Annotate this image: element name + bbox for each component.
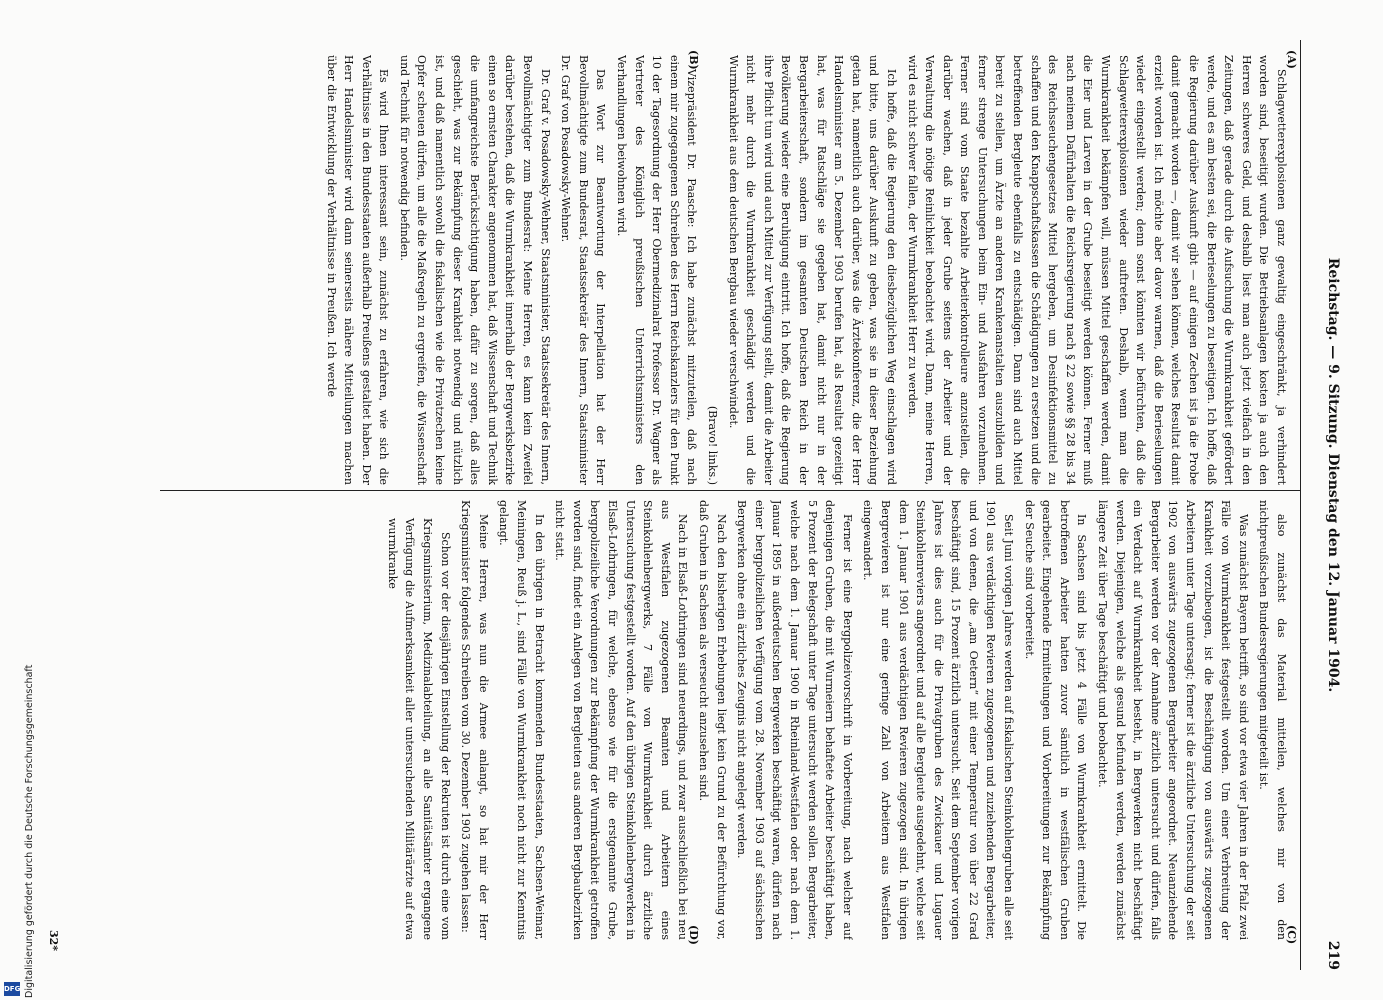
paragraph: Dr. Graf v. Posadowsky-Wehner, Staatsminister, Staatssekretär des Innern, Bevollmächtigter zum Bundesrat: Meine Herren, es kann kein Zweifel darüber bestehen, daß die Wurmkrankheit innerhalb der Bergwerksbezirke einen so ernsten Charakter angenommen hat, daß Wissenschaft und Technik die umfangreichste Berücksichtigung haben, dafür zu sorgen, daß alles geschieht, was zur Bekämpfung dieser Krankheit notwendig und nützlich ist, und daß namentlich sowohl die fiskalischen wie die Privatzechen keine Opfer scheuen dürfen, um alle die Maßregeln zu ergreifen, die Wissenschaft und Technik für notwendig befinden.	[397, 55, 552, 485]
paragraph: Ich hoffe, daß die Regierung den diesbezüglichen Weg einschlagen wird und bitte, uns darüber Auskunft zu geben, was sie in dieser Beziehung getan hat, namentlich auch darüber, was die Ärztekonferenz, die der Herr Handelsminister am 5. Dezember 1903 berufen hat, als Resultat gezeitigt hat, was für Ratschläge sie gegeben hat, damit nicht nur in der Bergarbeiterschaft, sondern im gesamten Deutschen Reich in der Bevölkerung wieder eine Beruhigung eintritt. Ich hoffe, daß die Regierung ihre Pflicht tun wird und auch Mittel zur Verfügung stellt, damit die Arbeiter nicht mehr durch die Wurmkrankheit geschädigt werden und die Wurmkrankheit aus dem deutschen Bergbau wieder verschwindet.	[726, 55, 898, 485]
paragraph: also zunächst das Material mitteilen, welches mir von den nichtpreußischen Bundesregierungen mitgeteilt ist.	[1257, 500, 1288, 940]
signature-mark: 32*	[47, 930, 60, 952]
paragraph: Es wird Ihnen interessant sein, zunächst zu erfahren, wie sich die Verhältnisse in den Bundesstaaten außerhalb Preußens gestaltet haben. Der Herr Handelsminister wird dann seinerseits nähere Mitteilungen machen über die Entwicklung der Verhältnisse in Preußen. Ich werde	[324, 55, 391, 485]
page-number: 219	[1325, 940, 1341, 970]
marker-b: (B)	[687, 50, 700, 70]
marker-c: (C)	[1285, 925, 1298, 945]
paragraph: Das Wort zur Beantwortung der Interpellation hat der Herr Bevollmächtigte zum Bundesrat, Staatssekretär des Innern, Staatsminister Dr. Graf von Posadowsky-Wehner.	[559, 55, 608, 485]
paragraph: Nach den bisherigen Erhebungen liegt kein Grund zu der Befürchtung vor, daß Gruben in Sachsen als verseucht anzusehen sind.	[697, 500, 728, 940]
column-divider	[160, 490, 1300, 491]
paragraph: Nach in Elsaß-Lothringen sind neuerdings, und zwar ausschließlich bei neu aus Westfalen zugezogenen Beamten und Arbeitern eines Steinkohlenbergwerks, 7 Fälle von Wurmkrankheit durch ärztliche Untersuchung festgestellt worden. Auf den übrigen Steinkohlenbergwerken in Elsaß-Lothringen, für welche, ebenso wie für die erstgenannte Grube, bergpolizeiliche Verordnungen zur Bekämpfung der Wurmkrankheit getroffen worden sind, findet ein Anlegen von Bergleuten aus anderen Bergbaubezirken nicht statt.	[553, 500, 690, 940]
paragraph: In Sachsen sind bis jetzt 4 Fälle von Wurmkrankheit ermittelt. Die betroffenen Arbeiter hatten zuvor sämtlich in westfälischen Gruben gearbeitet. Eingehende Ermittelungen und Vorbereitungen zur Bekämpfung der Seuche sind vorbereitet.	[1022, 500, 1089, 940]
paragraph: Schlagwetterexplosionen ganz gewaltig eingeschränkt, ja verhindert worden sind, beseitigt wurden. Die Betriebsanlagen kosten ja auch den Herren schweres Geld, und deshalb liest man auch jetzt vielfach in den Zeitungen, daß gerade durch die Aufsuchung die Wurmkrankheit gefördert werde, und es am besten sei, die Berieselungen zu beseitigen. Ich hoffe, daß die Regierung darüber Auskunft gibt — auf einigen Zechen ist ja die Probe damit gemacht worden —, damit wir sehen können, welches Resultat damit erzielt worden ist. Ich möchte aber davor warnen, daß die Berieselungen wieder eingestellt werden; denn sonst könnten wir befürchten, daß die Schlagwetterexplosionen wieder auftreten. Deshalb, wenn man die Wurmkrankheit bekämpfen will, müssen Mittel geschaffen werden, damit die Eier und Larven in der Grube beseitigt werden können. Ferner muß nach meinem Dafürhalten die Reichsregierung nach § 22 sowie §§ 28 bis 34 des Reichsseuchengesetzes Mittel hergeben, um Desinfektionsmittel zu schaffen und den Knappschaftskassen die Schädigungen zu ersetzen und die betreffenden Bergleute ebenfalls zu entschädigen. Dann sind auch Mittel bereit zu stellen, um Ärzte an anderen Krankenanstalten auszubilden und ferner strenge Untersuchungen beim Ein- und Ausfahren vorzunehmen. Ferner sind vom Staate bezahlte Arbeiterkontrolleure anzustellen, die darüber wachen, daß in jeder Grube seitens der Arbeiter und der Verwaltung die nötige Reinlichkeit beobachtet wird. Dann, meine Herren, wird es nicht schwer fallen, der Wurmkrankheit Herr zu werden.	[905, 55, 1288, 485]
header-title: Reichstag. — 9. Sitzung. Dienstag den 12. Januar 1904.	[1325, 257, 1341, 693]
digitization-strip	[2, 600, 35, 998]
paragraph: In den übrigen in Betracht kommenden Bundesstaaten, Sachsen-Weimar, Meiningen, Reuß j. L., sind Fälle von Wurmkrankheit noch nicht zur Kenntnis gelangt.	[497, 500, 546, 940]
paragraph: Was zunächst Bayern betrifft, so sind vor etwa vier Jahren in der Pfalz zwei Fälle von Wurmkrankheit festgestellt worden. Um einer Verbreitung der Krankheit vorzubeugen, ist die Beschäftigung von auswärts zugezogenen Arbeitern unter Tage untersagt; ferner ist die ärztliche Untersuchung der seit 1902 von auswärts zugezogenen Bergarbeiter angeordnet. Neuanziehende Bergarbeiter werden vor der Annahme ärztlich untersucht und dürfen, falls ein Verdacht auf Wurmkrankheit besteht, in Bergwerken nicht beschäftigt werden. Diejenigen, welche als gesund befunden werden, werden zunächst längere Zeit über Tage beschäftigt und beobachtet.	[1096, 500, 1250, 940]
paragraph: Vizepräsident Dr. Paasche: Ich habe zunächst mitzuteilen, daß nach einem mir zugegangenen Schreiben des Herrn Reichskanzlers für den Punkt 10 der Tagesordnung der Herr Obermedizinalrat Professor Dr. Wagner als Vertreter des Königlich preußischen Unterrichtsministers den Verhandlungen beiwohnen wird.	[615, 55, 699, 485]
paragraph: Schon vor der diesjährigen Einstellung der Rekruten ist durch eine vom Kriegsministerium, Medizinalabteilung, an alle Sanitätsämter ergangene Verfügung die Aufmerksamkeit aller untersuchenden Militärärzte auf etwa wurmkranke	[385, 518, 452, 940]
running-header	[1321, 40, 1345, 970]
dfg-logo: DFG	[4, 982, 20, 996]
marker-a: (A)	[1285, 50, 1298, 69]
marker-d: (D)	[687, 925, 700, 945]
paragraph: Meine Herren, was nun die Armee anlangt, so hat mir der Herr Kriegsminister folgendes Schreiben vom 30. Dezember 1903 zugehen lassen:	[459, 500, 490, 940]
paragraph: Seit Juni vorigen Jahres werden auf fiskalischen Steinkohlengruben alle seit 1901 aus verdächtigen Revieren zugezogenen und zuziehenden Bergarbeiter, und von denen, die „am Oetern“ mit einer Temperatur von über 22 Grad beschäftigt sind, 15 Prozent ärztlich untersucht. Seit dem September vorigen Jahres ist dies auch für die Privatgruben des Zwickauer und Lugauer Steinkohlenreviers angeordnet und auf alle Bergleute ausgedehnt, welche seit dem 1. Januar 1901 aus verdächtigen Revieren zugezogen sind. In übrigen Bergrevieren ist nur eine geringe Zahl von Arbeitern aus Westfalen eingewandert.	[861, 500, 1016, 940]
right-column	[170, 500, 1290, 940]
digitization-notice: Digitalisierung gefördert durch die Deutsche Forschungsgemeinschaft	[24, 664, 35, 998]
header-rule	[1300, 40, 1301, 970]
left-column	[80, 55, 1290, 485]
paragraph: Ferner ist eine Bergpolizeivorschrift in Vorbereitung, nach welcher auf denjenigen Gruben, die mit Wurmeiern behaftete Arbeiter beschäftigt haben, 5 Prozent der Belegschaft unter Tage untersucht werden sollen. Bergarbeiter, welche nach dem 1. Januar 1900 in Rheinland-Westfalen oder nach dem 1. Januar 1895 in außerdeutschen Bergwerken beschäftigt waren, dürfen nach einer bergpolizeilichen Verfügung vom 28. November 1903 auf sächsischen Bergwerken ohne ein ärztliches Zeugnis nicht angelegt werden.	[735, 500, 854, 940]
paragraph: (Bravo! links.)	[706, 405, 719, 485]
